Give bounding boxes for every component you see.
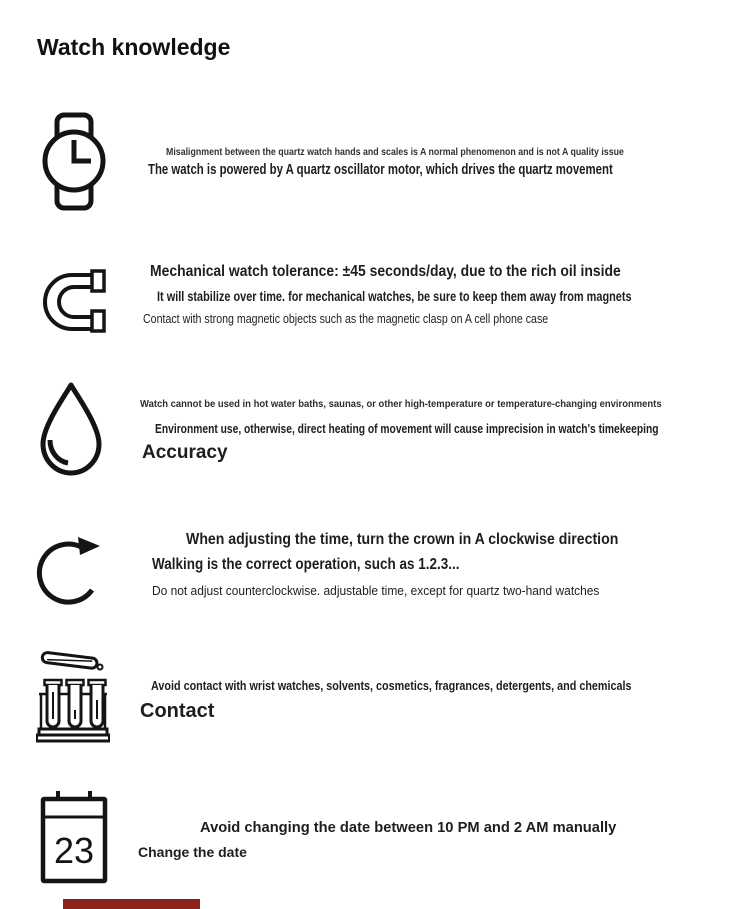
magnet-note-line: Contact with strong magnetic objects such as the magnetic clasp on A cell phone case (143, 312, 549, 326)
accuracy-heading: Accuracy (142, 442, 228, 463)
magnet-main-line: Mechanical watch tolerance: ±45 seconds/day, due to the rich oil inside (150, 263, 621, 280)
test-tubes-icon (36, 644, 110, 744)
calendar-day-number: 23 (53, 830, 95, 871)
chemicals-note-line: Avoid contact with wrist watches, solvents, cosmetics, fragrances, detergents, and chemicals (151, 678, 632, 693)
accuracy-sub-line: Environment use, otherwise, direct heating of movement will cause imprecision in watch's timekeeping (155, 421, 659, 436)
accuracy-note-line: Watch cannot be used in hot water baths, saunas, or other high-temperature or temperature-changing environments (140, 398, 662, 410)
quartz-note-line: Misalignment between the quartz watch hands and scales is A normal phenomenon and is not A quality issue (166, 146, 624, 158)
crown-sub-line: Walking is the correct operation, such as 1.2.3... (152, 556, 460, 573)
red-accent-bar (63, 899, 200, 909)
magnet-sub-line: It will stabilize over time. for mechanical watches, be sure to keep them away from magnets (157, 288, 632, 304)
watch-icon (42, 111, 106, 212)
water-drop-icon (38, 380, 104, 479)
date-main-line: Avoid changing the date between 10 PM and 2 AM manually (200, 819, 617, 836)
calendar-icon (40, 790, 108, 884)
contact-heading: Contact (140, 700, 215, 722)
crown-main-line: When adjusting the time, turn the crown in A clockwise direction (186, 531, 619, 548)
crown-note-line: Do not adjust counterclockwise. adjustable time, except for quartz two-hand watches (152, 583, 600, 598)
clockwise-arrow-icon (34, 522, 106, 612)
date-sub-line: Change the date (138, 844, 247, 860)
page-title: Watch knowledge (37, 34, 231, 60)
quartz-main-line: The watch is powered by A quartz oscillator motor, which drives the quartz movement (148, 161, 613, 178)
magnet-icon (38, 266, 108, 338)
